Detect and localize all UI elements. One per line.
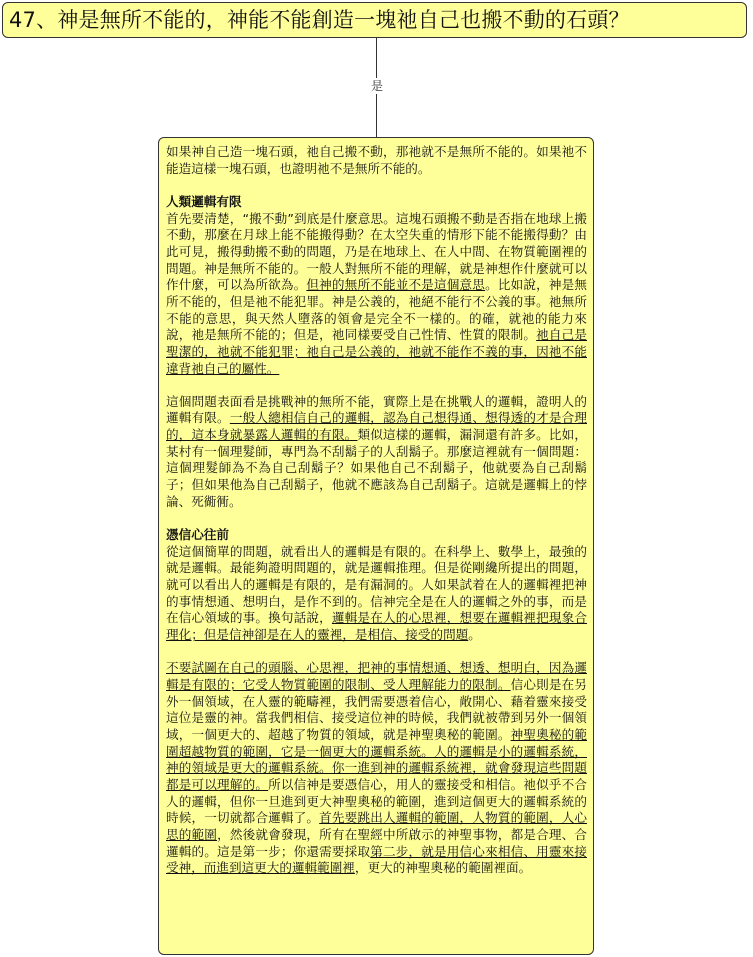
underlined-text: 神聖奧秘的範圍超越物質的範圍，它是一個更大的邏輯系統。人的邏輯是小的邏輯系統，神的領域是更大的邏輯系統。你一進到神的邏輯系統裡，就會發現這些問題都是可以理解的。 [166, 726, 588, 792]
text-run: 。 [468, 626, 481, 642]
underlined-text: 祂自己是聖潔的，祂就不能犯罪；祂自己是公義的，祂就不能作不義的事，因祂不能違背祂自己的屬性。 [166, 327, 588, 376]
text-run: 首先要清楚，“搬不動”到底是什麼意思。這塊石頭搬不動是否指在地球上搬不動，那麼在月球上能不能搬得動？在太空失重的情形下能不能搬得動？由此可見，搬得動搬不動的問題，乃是在地球上、在人中間、在物質範圍裡的問題。神是無所不能的。一般人對無所不能的理解，就是神想作什麼就可以作什麼，可以為所欲為。 [166, 210, 587, 293]
text-run: ，更大的神聖奧秘的範圍裡面。 [354, 860, 532, 876]
text-run: 。比如說，神是無所不能的，但是祂不能犯罪。神是公義的，祂絕不能行不公義的事。祂無所不能的意思，與天然人墮落的領會是完全不一樣的。的確，就祂的能力來說，祂是無所不能的；但是，祂同樣要受自己性情、性質的限制。 [166, 277, 588, 343]
section-heading-faith: 憑信心往前 [166, 527, 229, 543]
underlined-text: 但神的無所不能並不是這個意思 [306, 277, 486, 293]
answer-node [158, 137, 594, 955]
section-heading-logic-limited: 人類邏輯有限 [166, 193, 242, 209]
paragraph-gap [166, 177, 587, 194]
text-run: 所以信神是要憑信心，用人的靈接受和相信。祂似乎不合人的邏輯，但你一旦進到更大神聖奧秘的範圍，進到這個更大的邏輯系統的時候，一切就都合邏輯了。 [166, 776, 588, 826]
paragraph-gap [166, 644, 587, 661]
section2-paragraph-1 [166, 544, 587, 644]
section1-paragraph-2 [166, 394, 587, 511]
underlined-text: 不要試圖在自己的頭腦、心思裡，把神的事情想通、想透、想明白，因為邏輯是有限的；它受人物質範圍的限制、受人理解能力的限制。 [166, 660, 587, 692]
underlined-text: 邏輯是在人的心思裡，想要在邏輯裡把現象合理化；但是信神卻是在人的靈裡，是相信、接受的問題 [166, 610, 588, 642]
section2-paragraph-2 [166, 660, 587, 877]
text-run: 類似這樣的邏輯，漏洞還有許多。比如，某村有一個理髮師，專門為不刮鬍子的人刮鬍子。那麼這裡就有一個問題：這個理髮師為不為自己刮鬍子？如果他自己不刮鬍子，他就要為自己刮鬍子；但如果他為自己刮鬍子，他就不應該為自己刮鬍子。這就是邏輯上的悖論、死衚衕。 [166, 427, 588, 509]
answer-intro: 如果神自己造一塊石頭，祂自己搬不動，那祂就不是無所不能的。如果祂不能造這樣一塊石頭，也證明祂不是無所不能的。 [166, 144, 587, 176]
text-run: ，然後就會發現，所有在聖經中所啟示的神聖事物，都是合理、合邏輯的。這是第一步；你還需要採取 [166, 826, 588, 859]
paragraph-gap [166, 377, 587, 394]
question-node [2, 2, 747, 38]
section1-paragraph-1 [166, 211, 587, 378]
question-text: 47、神是無所不能的，神能不能創造一塊祂自己也搬不動的石頭？ [9, 8, 630, 32]
text-run: 信心則是在另外一個領域，在人靈的範疇裡，我們需要憑着信心，敞開心、藉着靈來接受這位是靈的神。當我們相信、接受這位神的時候，我們就被帶到另外一個領域，一個更大的、超越了物質的領域，就是神聖奧秘的範圍。 [166, 676, 588, 742]
underlined-text: 第二步，就是用信心來相信、用靈來接受神，而進到這更大的邏輯範圍裡 [166, 843, 587, 876]
text-run: 從這個簡單的問題，就看出人的邏輯是有限的。在科學上、數學上，最強的就是邏輯。最能夠證明問題的，就是邏輯推理。但是從剛纔所提出的問題，就可以看出人的邏輯是有限的，是有漏洞的。人如果試着在人的邏輯裡把神的事情想通、想明白，是作不到的。信神完全是在人的邏輯之外的事，而是在信心領域的事。換句話說， [166, 543, 587, 626]
underlined-text: 首先要跳出人邏輯的範圍，人物質的範圍，人心思的範圍 [166, 810, 588, 842]
text-run: 這個問題表面看是挑戰神的無所不能，實際上是在挑戰人的邏輯，證明人的邏輯有限。 [166, 393, 587, 426]
edge-label-yes: 是 [368, 78, 386, 94]
paragraph-gap [166, 510, 587, 527]
underlined-text: 一般人總相信自己的邏輯，認為自己想得通、想得透的才是合理的，這本身就暴露人邏輯的有限。 [166, 410, 588, 443]
